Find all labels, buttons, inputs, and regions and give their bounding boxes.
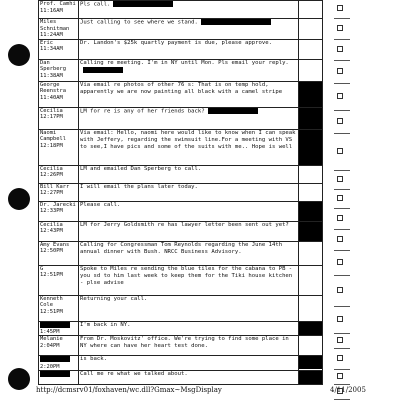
sender-cell [39, 59, 79, 81]
redaction-block [299, 371, 322, 384]
message-cell [79, 165, 299, 183]
redaction-cell [299, 107, 323, 129]
sender-cell [39, 241, 79, 265]
sender-cell [39, 201, 79, 221]
checkbox-divider [334, 39, 350, 40]
row-checkbox[interactable] [337, 316, 343, 322]
binder-hole-bottom [8, 368, 30, 390]
message-row [39, 201, 323, 221]
message-text: Calling re meeting. I'm in NY until Mon. Pls email your reply. [80, 59, 289, 66]
redaction-cell [299, 19, 323, 40]
message-time: 12:50PM [40, 248, 63, 255]
message-row [39, 81, 323, 107]
message-text: LM for re is any of her friends back? [80, 108, 205, 115]
redaction-cell [299, 201, 323, 221]
checkbox-divider [334, 189, 350, 190]
row-checkbox[interactable] [337, 215, 343, 221]
row-checkbox[interactable] [337, 68, 343, 74]
sender-name: Dr. Jarecki [40, 201, 76, 208]
sender-name: Melanie [40, 336, 63, 343]
message-redaction [208, 108, 258, 114]
message-cell [79, 295, 299, 321]
row-checkbox[interactable] [337, 5, 343, 11]
sender-cell [39, 107, 79, 129]
binder-hole-top [8, 44, 30, 66]
sender-name: Eric [40, 39, 53, 46]
message-row [39, 241, 323, 265]
sender-name: Cecilia [40, 165, 63, 172]
message-text: Dr. Landon's $25k quartly payment is due, please approve. [80, 39, 272, 46]
sender-name: Bill Karr [40, 183, 70, 190]
message-time: 11:40AM [40, 94, 63, 101]
redaction-cell [299, 165, 323, 183]
message-cell [79, 265, 299, 295]
message-time: 12:33PM [40, 208, 63, 215]
row-checkbox[interactable] [337, 118, 343, 124]
sender-name: Cecilia [40, 107, 63, 114]
message-time: 12:26PM [40, 172, 63, 179]
redaction-cell [299, 321, 323, 336]
sender-cell [39, 221, 79, 241]
row-checkbox[interactable] [337, 93, 343, 99]
message-cell [79, 356, 299, 371]
row-checkbox[interactable] [337, 148, 343, 154]
message-row [39, 265, 323, 295]
message-time: 11:16AM [40, 7, 63, 14]
row-checkbox[interactable] [337, 337, 343, 343]
message-row [39, 321, 323, 336]
checkbox-divider [334, 250, 350, 251]
checkbox-divider [334, 275, 350, 276]
sender-name: Dan Sperberg [40, 59, 66, 73]
message-redaction [201, 19, 271, 25]
sender-cell [39, 39, 79, 59]
message-row [39, 336, 323, 356]
message-text: Calling for Congressman Tom Reynolds regarding the June 14th annual dinner with Bush. NRCC Business Advisory. [80, 241, 283, 255]
message-text: Please call. [80, 201, 121, 208]
message-time: 12:18PM [40, 142, 63, 149]
message-cell [79, 201, 299, 221]
message-row [39, 39, 323, 59]
message-text: Returning your call. [80, 295, 148, 302]
message-time: 2:20PM [40, 363, 60, 370]
message-cell [79, 107, 299, 129]
message-time: 12:43PM [40, 228, 63, 235]
sender-name: Kenneth Cole [40, 295, 63, 309]
row-checkbox[interactable] [337, 355, 343, 361]
message-time: 12:51PM [40, 272, 63, 279]
sender-redaction [40, 322, 70, 328]
row-checkbox[interactable] [337, 176, 343, 182]
message-text: Pls call. [80, 1, 111, 8]
message-text: From Dr. Moskovitz' office. We're trying to find some place in NY where can have her heart test done. [80, 336, 289, 350]
checkbox-divider [334, 348, 350, 349]
row-checkbox[interactable] [337, 46, 343, 52]
message-row [39, 129, 323, 165]
message-text: LM for Jerry Goldsmith re has lawyer letter been sent out yet? [80, 221, 289, 228]
redaction-cell [299, 371, 323, 385]
redaction-cell [299, 39, 323, 59]
message-time: 12:51PM [40, 308, 63, 315]
row-checkbox[interactable] [337, 195, 343, 201]
sender-cell [39, 336, 79, 356]
redaction-block [299, 356, 322, 369]
sender-redaction [40, 371, 70, 377]
row-checkbox[interactable] [337, 25, 343, 31]
sender-cell [39, 295, 79, 321]
message-cell [79, 59, 299, 81]
checkbox-divider [334, 18, 350, 19]
checkbox-divider [334, 60, 350, 61]
message-row [39, 183, 323, 201]
message-time: 11:34AM [40, 46, 63, 53]
message-time: 1:45PM [40, 328, 60, 335]
footer-url: http://dcmsrv01/foxhaven/wc.dll?Gmax~MsgDisplay [36, 386, 222, 394]
message-text: Via email re photos of other 76 s: That is on temp hold, apparently we are now painting all black with a camel stripe [80, 81, 283, 95]
message-cell [79, 371, 299, 385]
row-checkbox[interactable] [337, 373, 343, 379]
sender-name: G [40, 265, 44, 272]
binder-hole-middle [8, 188, 30, 210]
redaction-cell [299, 295, 323, 321]
redaction-cell [299, 81, 323, 107]
redaction-block [299, 130, 322, 165]
message-time: 11:24AM [40, 32, 63, 39]
message-text: Just calling to see where we stand. [80, 19, 198, 26]
sender-name: George Reenstra [40, 81, 66, 95]
message-cell [79, 183, 299, 201]
message-cell [79, 336, 299, 356]
checkbox-divider [334, 384, 350, 385]
sender-name: Amy Evans [40, 241, 70, 248]
message-redaction [113, 1, 173, 7]
message-row [39, 1, 323, 19]
row-checkbox[interactable] [337, 287, 343, 293]
redaction-block [299, 322, 322, 335]
redaction-cell [299, 356, 323, 371]
sender-name: Cecilia [40, 221, 63, 228]
checkbox-divider [334, 306, 350, 307]
message-time: 11:38AM [40, 72, 63, 79]
message-row [39, 295, 323, 321]
message-row [39, 371, 323, 385]
message-row [39, 356, 323, 371]
row-checkbox[interactable] [337, 259, 343, 265]
sender-cell [39, 356, 79, 371]
message-cell [79, 241, 299, 265]
message-row [39, 165, 323, 183]
redaction-cell [299, 265, 323, 295]
message-time: 12:27PM [40, 190, 63, 197]
message-text: is back. [80, 356, 107, 363]
message-text: Via email: Hello, naomi here would like to know when I can speak with Jeffery, regarding the swimsuit line.For a meeting with VS to see,I have pics and some of the suits with me.. Hope is well [80, 129, 296, 150]
redaction-block [299, 202, 322, 221]
checkbox-divider [334, 369, 350, 370]
redaction-block [299, 222, 322, 241]
checkbox-divider [334, 170, 350, 171]
sender-name: Prof. Camhi [40, 1, 76, 7]
sender-name: Naomi Campbell [40, 129, 66, 143]
message-row [39, 107, 323, 129]
message-cell [79, 129, 299, 165]
sender-cell [39, 19, 79, 40]
redaction-cell [299, 1, 323, 19]
redaction-cell [299, 59, 323, 81]
message-text: I'm back in NY. [80, 321, 131, 328]
message-text: I will email the plans later today. [80, 183, 198, 190]
message-cell [79, 1, 299, 19]
checkbox-divider [334, 333, 350, 334]
redaction-block [299, 82, 322, 107]
sender-cell [39, 183, 79, 201]
redaction-cell [299, 241, 323, 265]
sender-redaction [40, 356, 70, 362]
message-cell [79, 39, 299, 59]
sender-cell [39, 371, 79, 385]
redaction-cell [299, 336, 323, 356]
checkbox-divider [334, 208, 350, 209]
redaction-cell [299, 221, 323, 241]
checkbox-divider [334, 110, 350, 111]
redaction-cell [299, 183, 323, 201]
sender-cell [39, 1, 79, 19]
message-time: 12:17PM [40, 114, 63, 121]
message-log-table [38, 0, 323, 385]
footer-date: 4/11/2005 [330, 386, 366, 394]
message-cell [79, 81, 299, 107]
checkbox-divider [334, 133, 350, 134]
sender-name: Miles Schnitman [40, 19, 70, 32]
message-text: Spoke to Miles re sending the blue tiles for the cabana to PB - you sd to him last week to keep them for the Tiki house kitchen - plse advise [80, 265, 293, 286]
sender-cell [39, 129, 79, 165]
message-time: 2:04PM [40, 343, 60, 350]
sender-cell [39, 321, 79, 336]
checkbox-divider [334, 229, 350, 230]
message-cell [79, 19, 299, 40]
redaction-cell [299, 129, 323, 165]
message-cell [79, 321, 299, 336]
checkbox-divider [334, 83, 350, 84]
sender-cell [39, 265, 79, 295]
message-row [39, 221, 323, 241]
row-checkbox[interactable] [337, 236, 343, 242]
message-row [39, 19, 323, 40]
message-text: LM and emailed Dan Sperberg to call. [80, 165, 202, 172]
message-cell [79, 221, 299, 241]
message-redaction [83, 67, 123, 73]
sender-cell [39, 165, 79, 183]
message-row [39, 59, 323, 81]
redaction-block [299, 108, 322, 129]
message-text: Call me re what we talked about. [80, 371, 188, 378]
sender-cell [39, 81, 79, 107]
